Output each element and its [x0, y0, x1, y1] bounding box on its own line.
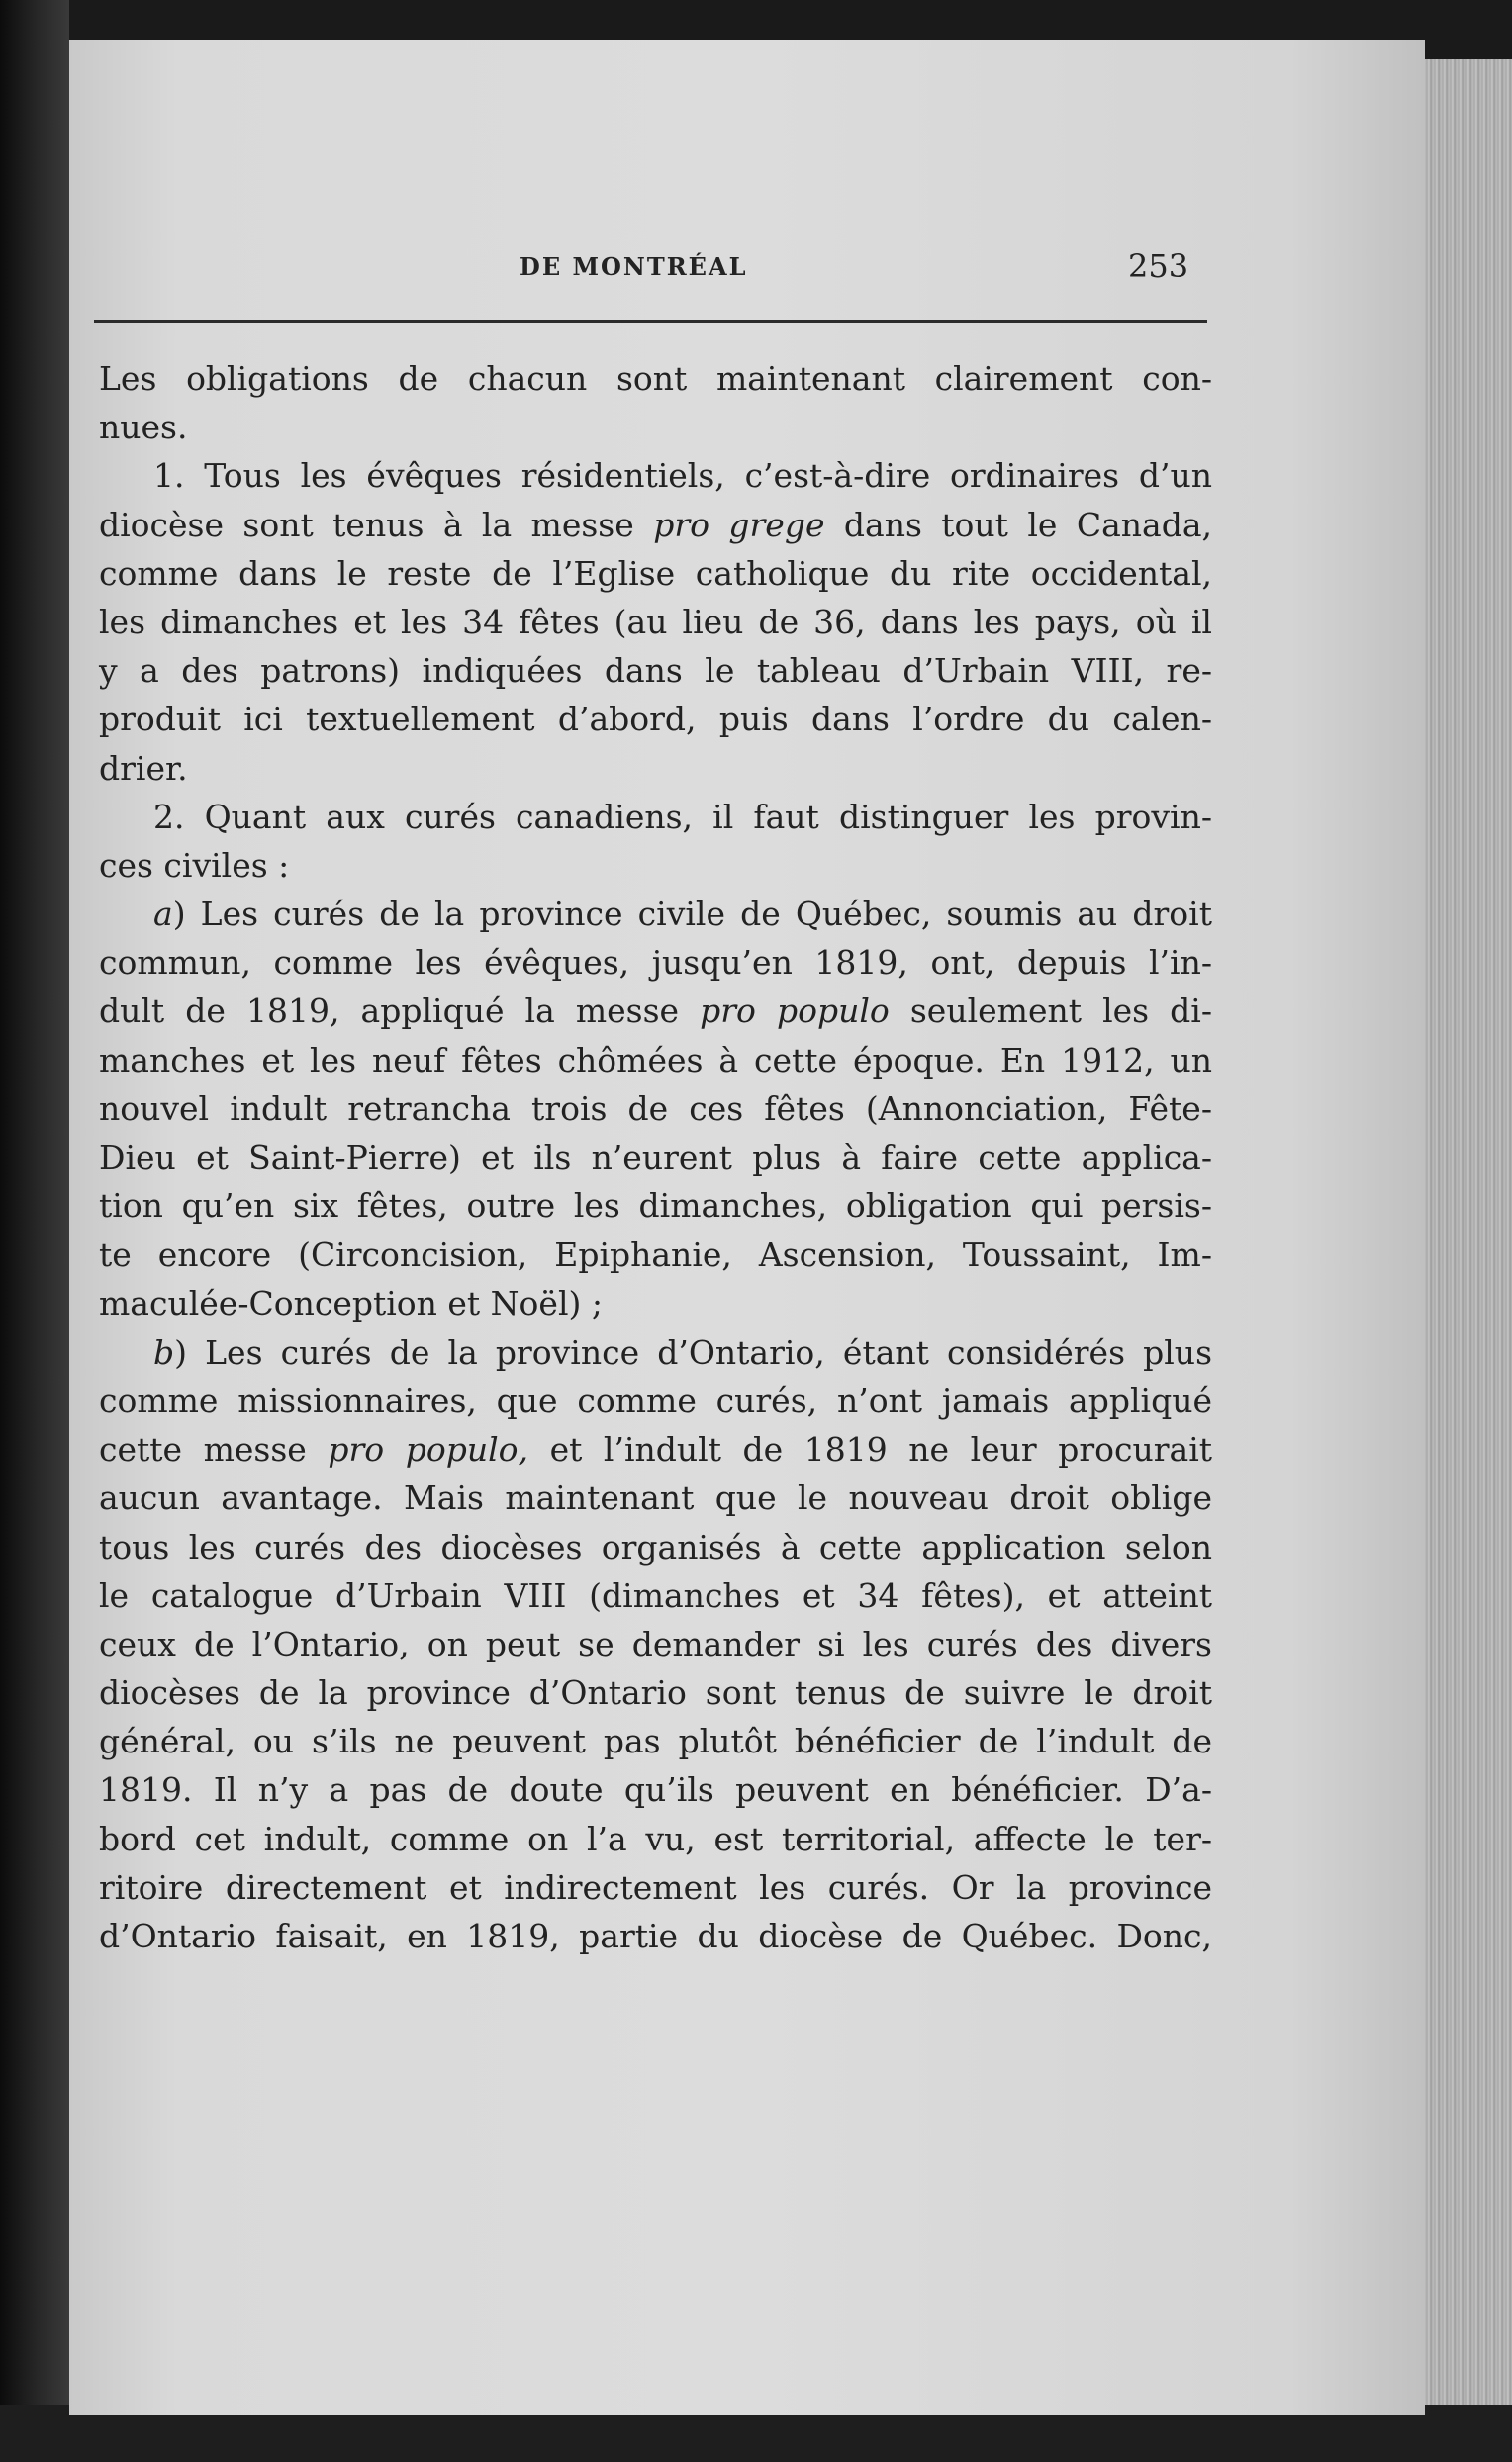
italic-term: pro grege — [653, 505, 825, 544]
text-segment: diocèse sont tenus à la messe — [99, 505, 634, 544]
text-line — [99, 501, 1212, 549]
header-rule — [94, 320, 1207, 323]
text-line — [99, 890, 1212, 938]
italic-term: pro populo, — [328, 1430, 529, 1469]
text-line — [99, 1425, 1212, 1473]
text-line: comme dans le reste de l’Eglise catholique du rite occidental, — [99, 553, 1212, 593]
text-segment: dult de 1819, appliqué la messe — [99, 992, 680, 1031]
text-segment: et l’indult de 1819 ne leur procurait — [549, 1430, 1213, 1469]
text-line: tion qu’en six fêtes, outre les dimanches, obligation qui persis- — [99, 1186, 1212, 1226]
text-line: général, ou s’ils ne peuvent pas plutôt bénéficier de l’indult de — [99, 1722, 1212, 1761]
text-line: ritoire directement et indirectement les curés. Or la province — [99, 1867, 1212, 1907]
text-line: Dieu et Saint-Pierre) et ils n’eurent plus à faire cette applica- — [99, 1138, 1212, 1177]
item-letter: b — [153, 1332, 175, 1372]
text-line: 2. Quant aux curés canadiens, il faut distinguer les provin- — [153, 797, 1212, 836]
text-line: nouvel indult retrancha trois de ces fêtes (Annonciation, Fête- — [99, 1089, 1212, 1128]
text-line: nues. — [99, 408, 188, 447]
running-head — [69, 247, 1425, 297]
text-line: commun, comme les évêques, jusqu’en 1819, ont, depuis l’in- — [99, 943, 1212, 983]
italic-term: pro populo — [700, 992, 890, 1031]
text-line: 1819. Il n’y a pas de doute qu’ils peuvent en bénéficier. D’a- — [99, 1770, 1212, 1810]
text-line: ceux de l’Ontario, on peut se demander si les curés des divers — [99, 1624, 1212, 1663]
text-line: te encore (Circoncision, Epiphanie, Ascension, Toussaint, Im- — [99, 1235, 1212, 1275]
item-letter: a — [153, 895, 173, 934]
text-line: le catalogue d’Urbain VIII (dimanches et 34 fêtes), et atteint — [99, 1575, 1212, 1615]
text-line: d’Ontario faisait, en 1819, partie du diocèse de Québec. Donc, — [99, 1917, 1212, 1955]
text-segment: ) Les curés de la province civile de Québec, soumis au droit — [172, 895, 1212, 934]
text-line: ces civiles : — [99, 845, 290, 885]
text-line: diocèses de la province d’Ontario sont tenus de suivre le droit — [99, 1673, 1212, 1713]
text-line: Les obligations de chacun sont maintenant clairement con- — [99, 359, 1212, 398]
text-line: les dimanches et les 34 fêtes (au lieu de 36, dans les pays, où il — [99, 602, 1212, 641]
page-number: 253 — [1128, 247, 1189, 285]
text-segment: ) Les curés de la province d’Ontario, étant considérés plus — [174, 1332, 1212, 1372]
text-segment: dans tout le Canada, — [843, 505, 1212, 544]
text-line: drier. — [99, 748, 188, 788]
text-line: comme missionnaires, que comme curés, n’ont jamais appliqué — [99, 1380, 1212, 1420]
text-line: manches et les neuf fêtes chômées à cette époque. En 1912, un — [99, 1040, 1212, 1080]
text-line: produit ici textuellement d’abord, puis dans l’ordre du calen- — [99, 700, 1212, 739]
text-segment: seulement les di- — [909, 992, 1212, 1031]
text-line: tous les curés des diocèses organisés à cette application selon — [99, 1527, 1212, 1566]
text-line: bord cet indult, comme on l’a vu, est territorial, affecte le ter- — [99, 1819, 1212, 1858]
book-page — [69, 40, 1425, 2415]
running-title: DE MONTRÉAL — [520, 252, 748, 281]
text-line: aucun avantage. Mais maintenant que le nouveau droit oblige — [99, 1478, 1212, 1518]
text-line: 1. Tous les évêques résidentiels, c’est-à-dire ordinaires d’un — [153, 456, 1212, 496]
text-segment: cette messe — [99, 1430, 307, 1469]
text-line: maculée-Conception et Noël) ; — [99, 1283, 603, 1323]
text-line: y a des patrons) indiquées dans le tableau d’Urbain VIII, re- — [99, 651, 1212, 691]
scan-left-edge — [0, 0, 69, 2462]
text-line — [99, 1328, 1212, 1376]
text-line — [99, 987, 1212, 1035]
body-text — [99, 354, 1212, 1960]
